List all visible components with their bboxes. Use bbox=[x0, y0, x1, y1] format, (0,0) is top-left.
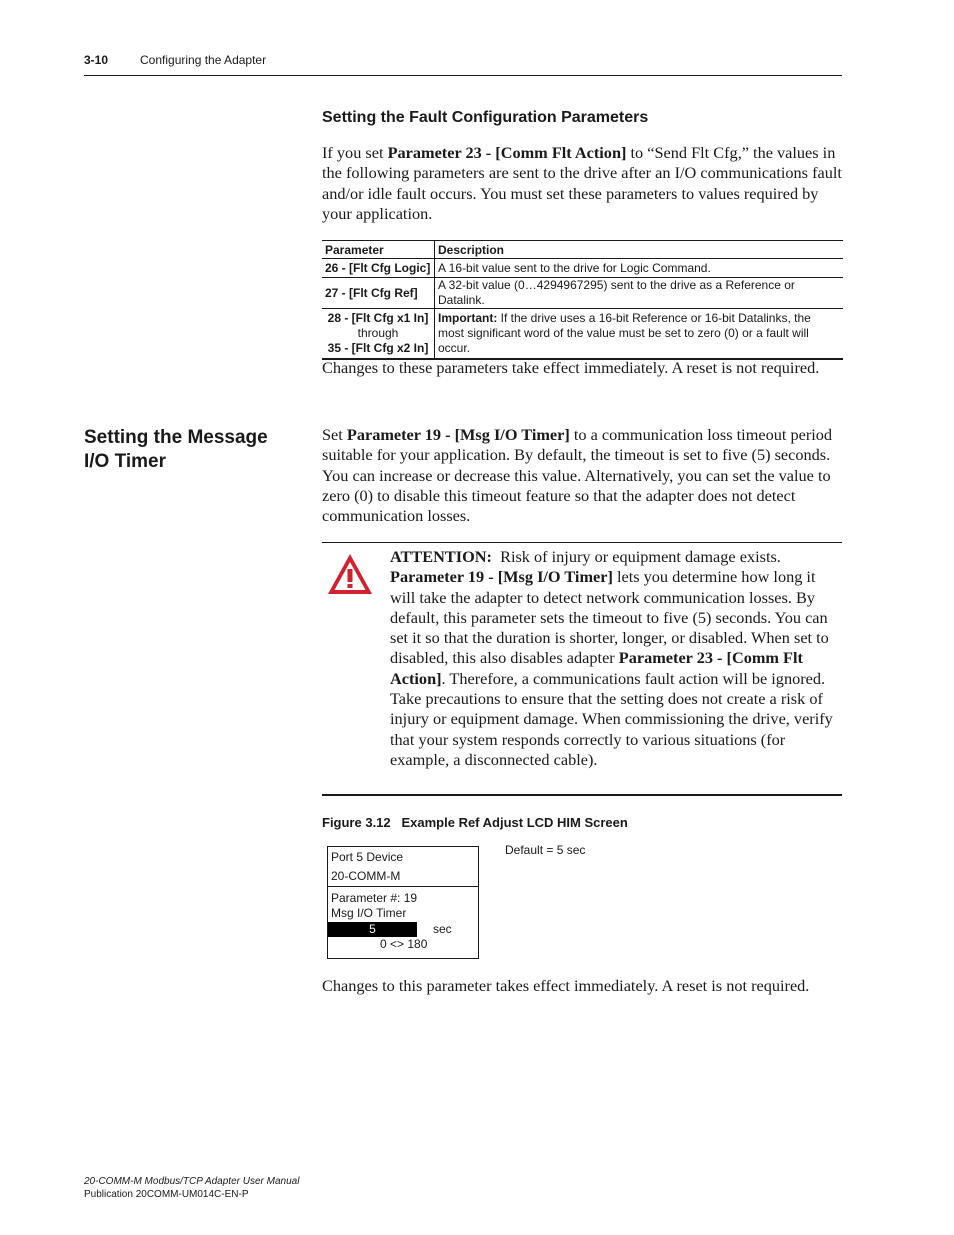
table-cell-desc: A 32-bit value (0…4294967295) sent to the drive as a Reference or Datalink. bbox=[435, 278, 844, 309]
attention-param-ref-2: Parameter 23 - [Comm Flt Action] bbox=[390, 648, 803, 688]
table-cell-param: 26 - [Flt Cfg Logic] bbox=[322, 259, 435, 278]
figure-caption bbox=[322, 815, 628, 830]
table-row bbox=[322, 309, 843, 359]
lcd-range: 0 <> 180 bbox=[380, 937, 428, 951]
col-header-parameter: Parameter bbox=[322, 241, 435, 259]
fault-config-heading: Setting the Fault Configuration Parameters bbox=[322, 109, 649, 126]
col-header-description: Description bbox=[435, 241, 844, 259]
lcd-him-screen bbox=[327, 846, 479, 959]
param-range-end: 35 - [Flt Cfg x2 In] bbox=[327, 340, 429, 355]
important-label: Important: bbox=[438, 310, 498, 325]
table-row bbox=[322, 278, 843, 309]
attention-text-2: lets you determine how long it will take the adapter to detect network communication losses. By default, this parameter sets the timeout to five (5) seconds. You can set it so that the duration is shorter, longer, or disabled. When set to disabled, this also disables adapter bbox=[390, 567, 829, 668]
footer-manual-title: 20-COMM-M Modbus/TCP Adapter User Manual bbox=[84, 1176, 300, 1187]
lcd-line-param-number: Parameter #: 19 bbox=[331, 891, 418, 905]
warning-triangle-icon bbox=[326, 552, 374, 596]
lcd-line-param-name: Msg I/O Timer bbox=[331, 906, 407, 920]
lcd-line-port: Port 5 Device bbox=[331, 850, 404, 864]
footer-publication: Publication 20COMM-UM014C-EN-P bbox=[84, 1189, 249, 1200]
chapter-title: Configuring the Adapter bbox=[140, 53, 267, 67]
table-cell-desc: A 16-bit value sent to the drive for Logic Command. bbox=[435, 259, 844, 278]
fault-param-table bbox=[322, 240, 843, 360]
msg-timer-heading: Setting the Message I/O Timer bbox=[84, 427, 268, 472]
attention-top-rule bbox=[322, 542, 842, 543]
attention-text bbox=[390, 547, 842, 770]
fault-config-note: Changes to these parameters take effect immediately. A reset is not required. bbox=[322, 358, 820, 377]
intro-param-ref: Parameter 23 - [Comm Flt Action] bbox=[387, 143, 627, 162]
attention-text-3: . Therefore, a communications fault action will be ignored. Take precautions to ensure that the setting does not create a risk of injury or equipment damage. When commissioning the drive, verify that your system responds correctly to various situations (for example, a disconnected cable). bbox=[390, 668, 833, 769]
msg-timer-note: Changes to this parameter takes effect immediately. A reset is not required. bbox=[322, 976, 810, 995]
intro-text: If you set bbox=[322, 143, 388, 162]
fault-config-intro bbox=[322, 143, 844, 224]
lcd-value-field: 5 bbox=[328, 922, 417, 937]
table-cell-param: 27 - [Flt Cfg Ref] bbox=[322, 278, 435, 309]
lcd-line-device: 20-COMM-M bbox=[331, 869, 401, 883]
default-note: Default = 5 sec bbox=[505, 843, 586, 857]
table-cell-param bbox=[322, 309, 435, 359]
attention-text-1: Risk of injury or equipment damage exists. bbox=[491, 547, 785, 566]
table-row bbox=[322, 259, 843, 278]
param-range-through: through bbox=[357, 325, 399, 340]
figure-label: Figure 3.12 bbox=[322, 815, 391, 830]
attention-bottom-rule bbox=[322, 794, 842, 796]
body-text: Set bbox=[322, 425, 347, 444]
body-text-cont: to a communication loss timeout period suitable for your application. By default, the timeout is set to five (5) seconds. You can increase or decrease this value. Alternatively, you can set the value to zero (0) to disable this timeout feature so that the adapter does not detect communication losses. bbox=[322, 425, 833, 526]
msg-timer-body bbox=[322, 425, 844, 526]
header-rule bbox=[84, 75, 842, 76]
lcd-divider bbox=[328, 886, 478, 887]
attention-param-ref-1: Parameter 19 - [Msg I/O Timer] bbox=[390, 567, 613, 587]
table-cell-desc bbox=[435, 309, 844, 359]
param-range-start: 28 - [Flt Cfg x1 In] bbox=[327, 310, 429, 325]
attention-label: ATTENTION: bbox=[390, 547, 492, 566]
lcd-unit: sec bbox=[433, 922, 452, 936]
important-text: If the drive uses a 16-bit Reference or 16-bit Datalinks, the most significant word of the value must be set to zero (0) or a fault will occur. bbox=[438, 310, 811, 355]
figure-title: Example Ref Adjust LCD HIM Screen bbox=[401, 815, 628, 830]
page-number: 3-10 bbox=[84, 53, 109, 67]
body-param-ref: Parameter 19 - [Msg I/O Timer] bbox=[346, 425, 570, 444]
table-header-row bbox=[322, 241, 843, 259]
intro-text-cont: to “Send Flt Cfg,” the values in the following parameters are sent to the drive after an I/O communications fault and/or idle fault occurs. You must set these parameters to values required by your application. bbox=[322, 143, 842, 223]
